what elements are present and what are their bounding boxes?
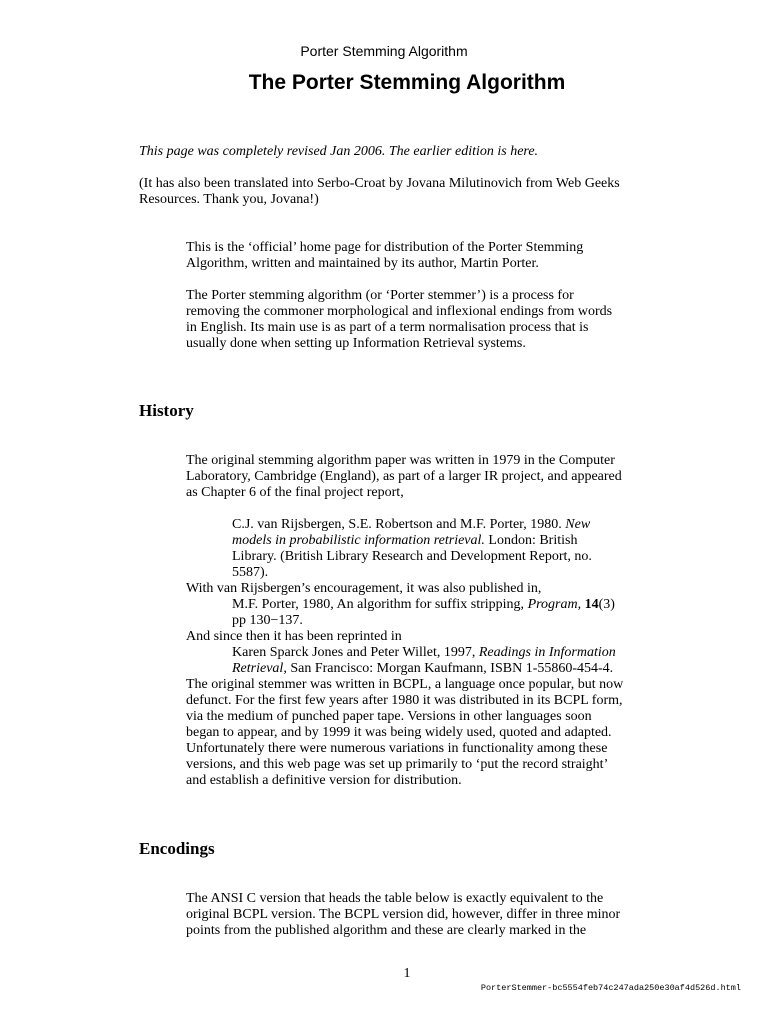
revision-note: This page was completely revised Jan 2006. The earlier edition is here. — [139, 144, 539, 159]
reference-text: London: British Library. (British Library Research and Development Report, no. 5587). — [232, 533, 592, 580]
page-title: The Porter Stemming Algorithm — [248, 71, 566, 94]
reference-text: C.J. van Rijsbergen, S.E. Robertson and M.F. Porter, 1980. — [232, 517, 566, 532]
reference-text: M.F. Porter, 1980, An algorithm for suffix stripping, — [232, 597, 528, 612]
intro-paragraph-official: This is the ‘official’ home page for distribution of the Porter Stemming Algorithm, written and maintained by its author, Martin Porter. — [186, 240, 584, 271]
encodings-heading: Encodings — [139, 839, 215, 858]
reference-journal: Program, — [527, 597, 582, 612]
reference-rijsbergen-1980 — [232, 517, 608, 581]
footer-filename: PorterStemmer-bc5554feb74c247ada250e30af4d526d.html — [480, 983, 741, 993]
encodings-paragraph: The ANSI C version that heads the table below is exactly equivalent to the original BCPL version. The BCPL version did, however, differ in three minor points from the published algorithm and these are clearly marked in the — [186, 891, 621, 938]
history-paragraph-reprint: And since then it has been reprinted in — [186, 629, 402, 644]
intro-paragraph-description: The Porter stemming algorithm (or ‘Porter stemmer’) is a process for removing the commoner morphological and inflexional endings from words in English. Its main use is as part of a term normalisation process that is usually done when setting up Information Retrieval systems. — [186, 288, 613, 351]
reference-volume: 14 — [584, 597, 599, 612]
reference-text: , San Francisco: Morgan Kaufmann, ISBN 1-55860-454-4. — [283, 661, 614, 676]
history-heading: History — [139, 401, 194, 420]
translation-note: (It has also been translated into Serbo-Croat by Jovana Milutinovich from Web Geeks Resources. Thank you, Jovana!) — [139, 176, 620, 207]
reference-porter-1980 — [232, 597, 632, 629]
history-paragraph-origin: The original stemming algorithm paper was written in 1979 in the Computer Laboratory, Cambridge (England), as part of a larger IR project, and appeared as Chapter 6 of the final project report, — [186, 453, 622, 500]
page-number: 1 — [403, 966, 411, 981]
reference-title: New models in probabilistic information retrieval. — [232, 517, 591, 548]
reference-text: Karen Sparck Jones and Peter Willet, 1997, — [232, 645, 479, 660]
reference-book-title: Readings in Information Retrieval — [232, 645, 616, 676]
history-paragraph-publication: With van Rijsbergen’s encouragement, it was also published in, — [186, 581, 542, 596]
reference-text: (3) pp 130−137. — [232, 597, 615, 628]
reference-sparck-jones-1997 — [232, 645, 632, 677]
history-paragraph-bcpl: The original stemmer was written in BCPL, a language once popular, but now defunct. For the first few years after 1980 it was distributed in its BCPL form, via the medium of punched paper tape. Versions in other languages soon began to appear, and by 1999 it was being widely used, quoted and adapted. Unfortunately there were numerous variations in functionality among these versions, and this web page was set up primarily to ‘put the record straight’ and establish a definitive version for distribution. — [186, 677, 624, 788]
running-header: Porter Stemming Algorithm — [300, 43, 468, 59]
